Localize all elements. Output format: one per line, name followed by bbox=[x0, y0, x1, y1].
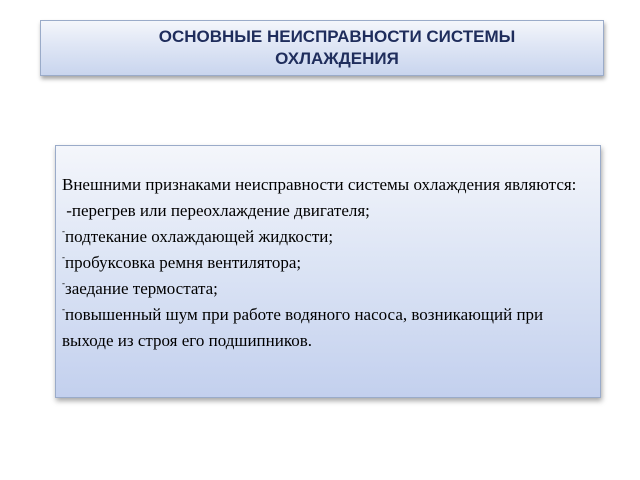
bullet-marker: - bbox=[62, 278, 65, 288]
symptom-list bbox=[62, 224, 594, 354]
list-item-text: повышенный шум при работе водяного насоса, возникающий при выходе из строя его подшипников. bbox=[62, 305, 544, 350]
slide-content-box bbox=[55, 145, 601, 398]
list-item bbox=[62, 302, 594, 354]
list-item-text: пробуксовка ремня вентилятора; bbox=[65, 253, 302, 272]
list-item bbox=[62, 276, 594, 302]
intro-text: Внешними признаками неисправности системы охлаждения являются: bbox=[62, 175, 577, 194]
list-item bbox=[62, 250, 594, 276]
list-item-text: заедание термостата; bbox=[65, 279, 218, 298]
list-item-text: подтекание охлаждающей жидкости; bbox=[65, 227, 334, 246]
bullet-marker: - bbox=[62, 252, 65, 262]
bullet-marker: - bbox=[62, 304, 65, 314]
slide-title-box bbox=[40, 20, 604, 76]
list-item bbox=[62, 224, 594, 250]
first-item: -перегрев или переохлаждение двигателя; bbox=[62, 201, 370, 220]
bullet-marker: - bbox=[62, 226, 65, 236]
slide-title: ОСНОВНЫЕ НЕИСПРАВНОСТИ СИСТЕМЫ ОХЛАЖДЕНИЯ bbox=[158, 27, 516, 68]
